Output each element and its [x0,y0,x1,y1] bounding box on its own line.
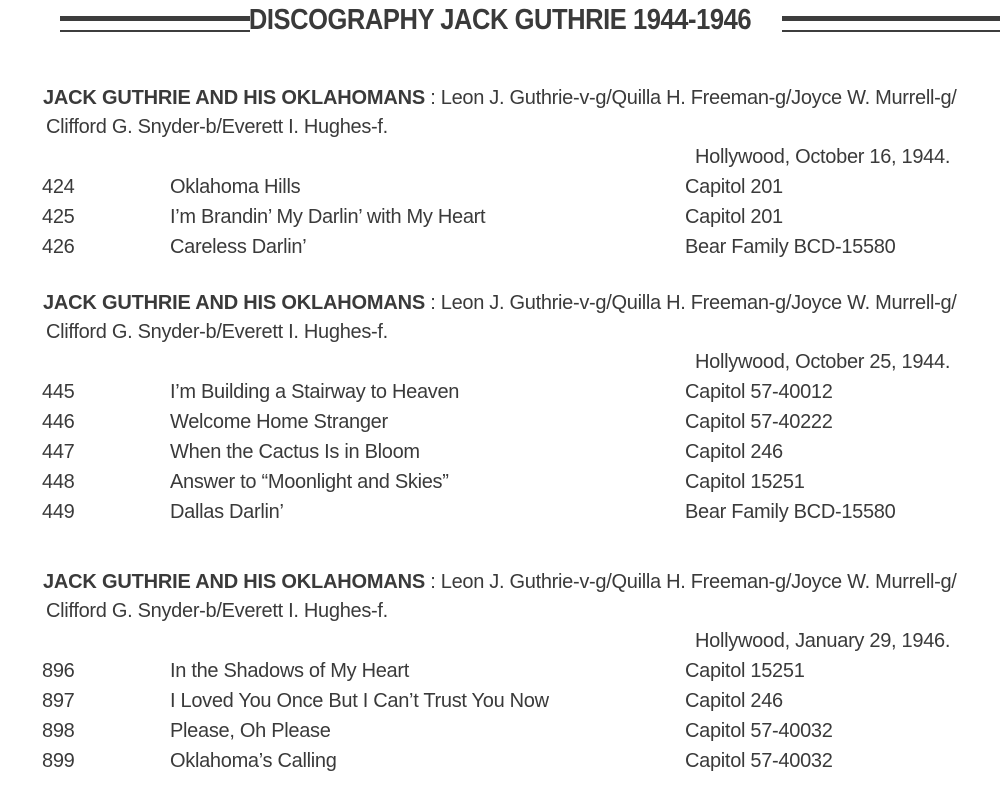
track-matrix: 898 [42,720,75,742]
page-title: DISCOGRAPHY JACK GUTHRIE 1944-1946 [248,4,752,36]
track-title: Dallas Darlin’ [170,501,284,523]
track-row [0,232,1000,262]
session-separator: : [424,571,441,593]
track-release: Bear Family BCD-15580 [685,236,896,258]
right-double-rule-thick [782,16,1000,21]
track-matrix: 897 [42,690,75,712]
track-title: I’m Building a Stairway to Heaven [170,381,460,403]
track-release: Capitol 15251 [685,660,805,682]
track-row [0,686,1000,716]
track-release: Bear Family BCD-15580 [685,501,896,523]
session-header-line1 [0,289,1000,318]
track-release: Capitol 57-40032 [685,720,833,742]
track-matrix: 446 [42,411,75,433]
track-matrix: 449 [42,501,75,523]
track-row [0,437,1000,467]
session-location-date: Hollywood, October 16, 1944. [695,146,951,168]
session-personnel-line2: Clifford G. Snyder-b/Everett I. Hughes-f. [46,600,388,622]
track-row [0,716,1000,746]
track-row [0,467,1000,497]
track-row [0,172,1000,202]
session-location-date: Hollywood, January 29, 1946. [695,630,951,652]
session-personnel-line2: Clifford G. Snyder-b/Everett I. Hughes-f. [46,321,388,343]
session-separator: : [424,87,441,109]
session-block-3 [0,568,1000,776]
track-matrix: 424 [42,176,75,198]
track-release: Capitol 57-40012 [685,381,833,403]
session-location-date: Hollywood, October 25, 1944. [695,351,951,373]
track-title: I Loved You Once But I Can’t Trust You Now [170,690,549,712]
track-row [0,202,1000,232]
session-artist: JACK GUTHRIE AND HIS OKLAHOMANS [43,87,425,109]
track-title: In the Shadows of My Heart [170,660,409,682]
track-title: Oklahoma’s Calling [170,750,337,772]
track-row [0,746,1000,776]
session-artist: JACK GUTHRIE AND HIS OKLAHOMANS [43,571,425,593]
track-release: Capitol 246 [685,441,783,463]
session-personnel-line1: Leon J. Guthrie-v-g/Quilla H. Freeman-g/Joyce W. Murrell-g/ [440,292,957,314]
track-title: I’m Brandin’ My Darlin’ with My Heart [170,206,486,228]
track-matrix: 425 [42,206,75,228]
right-double-rule-thin [782,30,1000,32]
track-row [0,377,1000,407]
track-title: Answer to “Moonlight and Skies” [170,471,449,493]
track-title: Oklahoma Hills [170,176,301,198]
session-personnel-line1: Leon J. Guthrie-v-g/Quilla H. Freeman-g/Joyce W. Murrell-g/ [440,571,957,593]
track-matrix: 447 [42,441,75,463]
track-title: Please, Oh Please [170,720,331,742]
track-release: Capitol 201 [685,176,783,198]
track-matrix: 899 [42,750,75,772]
session-personnel-line2: Clifford G. Snyder-b/Everett I. Hughes-f. [46,116,388,138]
track-row [0,407,1000,437]
session-separator: : [424,292,441,314]
session-header-line1 [0,568,1000,597]
track-matrix: 426 [42,236,75,258]
session-block-2 [0,289,1000,527]
track-title: Welcome Home Stranger [170,411,388,433]
track-release: Capitol 57-40032 [685,750,833,772]
track-release: Capitol 246 [685,690,783,712]
track-matrix: 896 [42,660,75,682]
track-release: Capitol 57-40222 [685,411,833,433]
track-release: Capitol 15251 [685,471,805,493]
session-personnel-line1: Leon J. Guthrie-v-g/Quilla H. Freeman-g/Joyce W. Murrell-g/ [440,87,957,109]
track-matrix: 445 [42,381,75,403]
track-title: When the Cactus Is in Bloom [170,441,420,463]
track-matrix: 448 [42,471,75,493]
track-row [0,497,1000,527]
track-release: Capitol 201 [685,206,783,228]
track-title: Careless Darlin’ [170,236,307,258]
session-block-1 [0,84,1000,262]
track-row [0,656,1000,686]
session-header-line1 [0,84,1000,113]
session-artist: JACK GUTHRIE AND HIS OKLAHOMANS [43,292,425,314]
